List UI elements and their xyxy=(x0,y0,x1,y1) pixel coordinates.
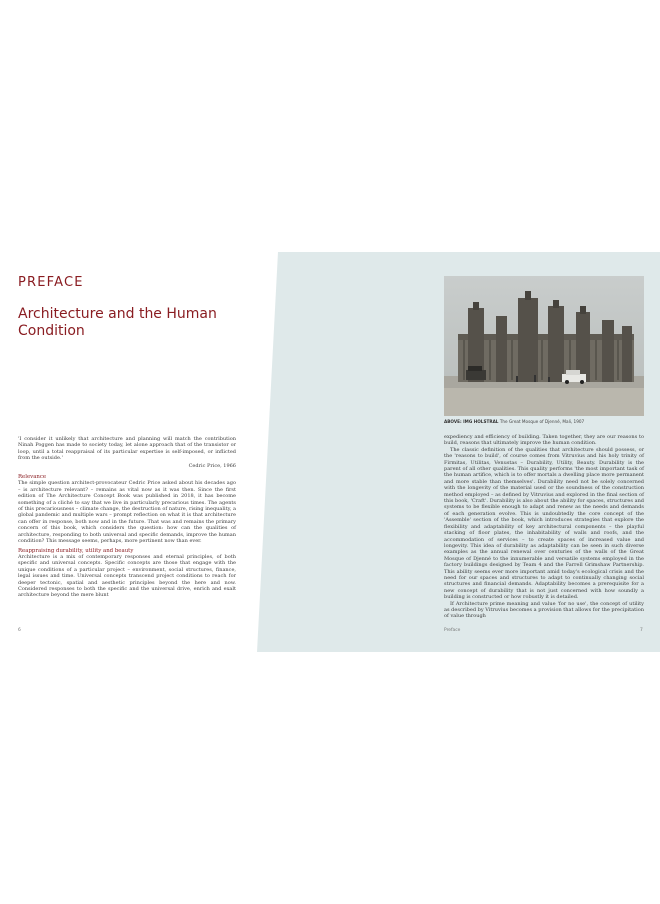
preface-kicker: PREFACE xyxy=(18,275,84,290)
right-paragraph: The classic definition of the qualities that architecture should possess, or the 'reasons to build', of course comes from Vitruvius and his holy trinity of Firmitas, Utilitas, Venustas – Durability, Utility, Beauty. Durability is the parent of all other qualities. This quality performs 'the most important task of the human artifice, which is to offer mortals a dwelling place more permanent and more stable than themselves'. Durability need not be solely concerned with the longevity of the material used or the soundness of the construction method employed – as defined by Vitruvius and explored in the final section of this book, 'Craft'. Durability is also about the ability for spaces, structures and systems to be flexible enough to adapt and renew as the needs and demands of each generation evolve. This is undoubtedly the core concept of the 'Assemble' section of the book, which introduces strategies that explore the flexibility and adaptability of key architectural components – the playful stacking of floor plates, the inhabitability of walls and roofs, and the accommodation of services – to create spaces of increased value and longevity. This idea of durability as adaptability can be seen in such diverse examples as the annual renewal over centuries of the walls of the Great Mosque of Djenné to the innumerable and versatile systems employed in the factory buildings designed by Team 4 and the Farrell Grimshaw Partnership. This ability seems ever more important amid today's ecological crisis and the need for our spaces and structures to adapt to continually changing social structures and financial demands. Adaptability becomes a prerequisite for a new concept of durability that is not just concerned with how soundly a building is constructed or how robustly it is detailed. xyxy=(444,446,644,601)
epigraph-author: Cedric Price, 1966 xyxy=(188,462,236,469)
caption-text: The Great Mosque of Djenné, Mali, 1907 xyxy=(499,419,585,424)
mosque-photo xyxy=(444,276,644,416)
photo-caption xyxy=(444,419,654,424)
right-text-column xyxy=(444,434,644,620)
section-heading-reappraising: Reappraising durability, utility and beauty xyxy=(18,547,134,554)
left-text-column xyxy=(18,436,236,602)
right-page-number: 7 xyxy=(640,628,643,633)
right-folio-label: Preface xyxy=(444,628,461,633)
right-paragraph: expediency and efficiency of building. Taken together, they are our reasons to build, reasons that ultimately improve the human condition. xyxy=(444,434,644,447)
epigraph-quote: 'I consider it unlikely that architecture and planning will match the contribution Ninah Poggen has made to society today, let alone approach that of the transistor or loop, until a total reappraisal of its particular expertise is self-imposed, or inflicted from the outside.' xyxy=(18,436,236,462)
caption-credit: ABOVE: IMG HOLSTRAL xyxy=(444,419,499,424)
right-paragraph: If Architecture prime meaning and value 'for no use', the concept of utility as described by Vitruvius becomes a provision that allows for the precipitation of value through xyxy=(444,600,644,620)
page-title: Architecture and the Human Condition xyxy=(18,306,217,339)
section-heading-relevance: Relevance xyxy=(18,474,47,481)
section-body-relevance: The simple question architect-provocateur Cedric Price asked about his decades ago – is architecture relevant? – remains as vital now as it was then. Since the first edition of The Architecture Concept Book was published in 2018, it has become something of a cliché to say that we live in particularly precarious times. The agents of this precariousness – climate change, the destruction of nature, rising inequality, a global pandemic and multiple wars – prompt reflection on what it is that architecture can offer in response, both now and in the future. That was and remains the primary concern of this book, which considers the question: how can the qualities of architecture, responding to both universal and specific demands, improve the human condition? This message seems, perhaps, more pertinent now than ever. xyxy=(18,480,236,545)
left-page-number: 6 xyxy=(18,628,21,633)
section-body-reappraising: Architecture is a mix of contemporary responses and eternal principles, of both specific and universal concepts. Specific concepts are those that engage with the unique conditions of a particular project – environment, social structures, finance, legal issues and time. Universal concepts transcend project conditions to reach for deeper tectonic, spatial and aesthetic principles beyond the here and now. Considered responses to both the specific and the universal drive, enrich and exalt architecture beyond the mere blunt xyxy=(18,553,236,599)
